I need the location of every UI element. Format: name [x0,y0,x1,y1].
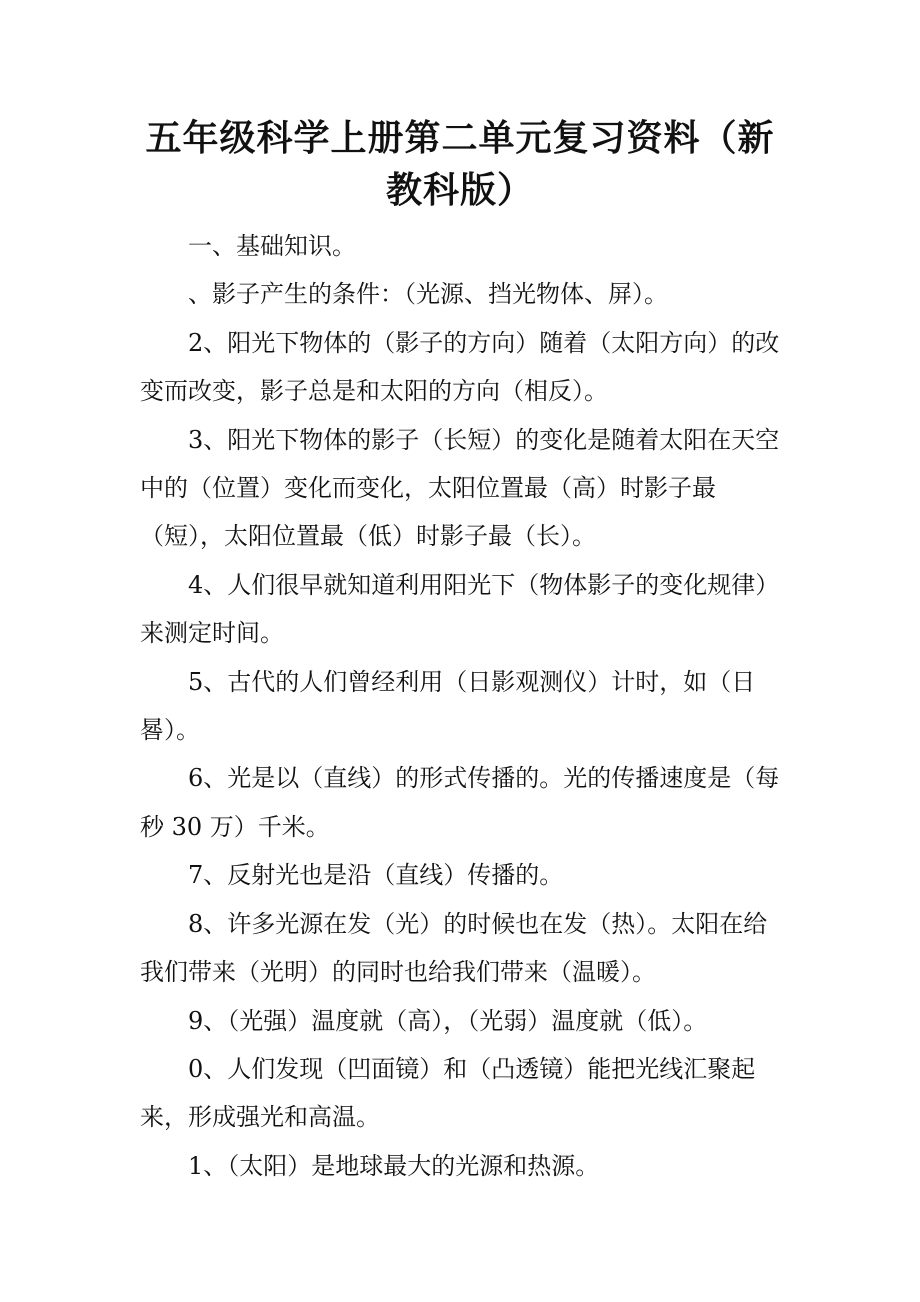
paragraph-item: 9、（光强）温度就（高），（光弱）温度就（低）。 [188,1006,708,1035]
paragraph-item: 、影子产生的条件：（光源、挡光物体、屏）。 [188,280,668,309]
paragraph-item: 1、（太阳）是地球最大的光源和热源。 [188,1151,600,1180]
paragraph-item: 6、光是以（直线）的形式传播的。光的传播速度是（每秒 30 万）千米。 [140,764,780,841]
paragraph-item: 5、古代的人们曾经利用（日影观测仪）计时，如（日晷）。 [140,667,756,745]
paragraph-item: 3、阳光下物体的影子（长短）的变化是随着太阳在天空中的（位置）变化而变化，太阳位置最（高）时影子最（短），太阳位置最（低）时影子最（长）。 [140,425,780,551]
paragraph-item: 4、人们很早就知道利用阳光下（物体影子的变化规律）来测定时间。 [140,570,780,648]
paragraph-item: 8、许多光源在发（光）的时候也在发（热）。太阳在给我们带来（光明）的同时也给我们带来（温暖）。 [140,909,768,987]
paragraph-item: 7、反射光也是沿（直线）传播的。 [188,861,564,890]
document-body [140,222,785,1190]
document-title: 五年级科学上册第二单元复习资料（新教科版） [145,117,775,211]
section-heading: 一、基础知识。 [188,232,356,260]
paragraph-item: 0、人们发现（凹面镜）和（凸透镜）能把光线汇聚起来，形成强光和高温。 [140,1054,756,1132]
paragraph-item: 2、阳光下物体的（影子的方向）随着（太阳方向）的改变而改变，影子总是和太阳的方向（相反）。 [140,328,780,406]
